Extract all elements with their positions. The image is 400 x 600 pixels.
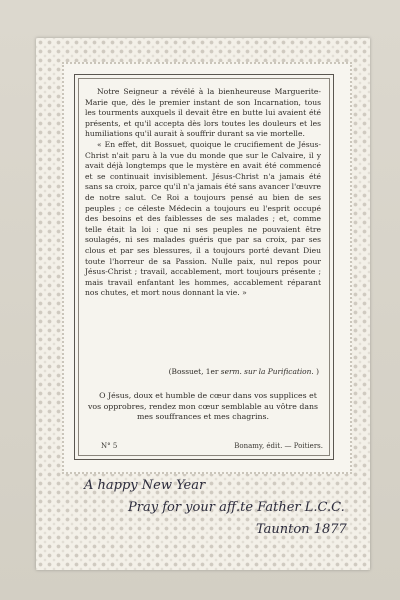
source-citation — [169, 367, 319, 376]
source-close: ) — [316, 367, 319, 376]
handwritten-dedication: Pray for your aff.te Father L.C.C. — [128, 500, 345, 515]
prayer-paragraph: O Jésus, doux et humble de cœur dans vos supplices et vos opprobres, rendez mon cœur semblable au vôtre dans mes souffrances et mes chagrins. — [88, 391, 318, 422]
card-number: N° 5 — [101, 442, 118, 450]
publisher-line: Bonamy, édit. — Poitiers. — [234, 442, 323, 450]
paragraph-bossuet-quote: « En effet, dit Bossuet, quoique le crucifiement de Jésus-Christ n'ait paru à la vue du monde que sur le Calvaire, il y avait déjà longtemps que le mystère en avait été commencé et se continuait invisiblement. Jésus-Christ n'a jamais été sans sa croix, parce qu'il n'a jamais été sans avancer l'œuvre de notre salut. Ce Roi a toujours pensé au bien de ses peuples ; ce céleste Médecin a toujours eu l'esprit occupé des besoins et des faiblesses de ses malades ; et, comme telle était la loi : que ni ses peuples ne pouvaient être soulagés, ni ses malades guéris que par sa croix, par ses clous et par ses blessures, il a toujours porté devant Dieu toute l'horreur de sa Passion. Nulle paix, nul repos pour Jésus-Christ ; travail, accablement, mort toujours présente ; mais travail enfantant les hommes, accablement réparant nos chutes, et mort nous donnant la vie. » — [85, 139, 321, 298]
source-work: serm. sur la Purification. — [220, 367, 314, 376]
handwritten-place-date: Taunton 1877 — [256, 522, 347, 537]
handwritten-greeting: A happy New Year — [84, 478, 206, 493]
main-text — [85, 87, 321, 299]
holy-card — [74, 74, 334, 460]
prayer-text — [85, 391, 321, 423]
paragraph-revelation: Notre Seigneur a révélé à la bienheureuse Marguerite-Marie que, dès le premier instant de son Incarnation, tous les tourments auxquels il devait être en butte lui avaient été présents, et qu'il accepta dès lors toutes les douleurs et les humiliations qu'il aurait à souffrir durant sa vie mortelle. — [85, 87, 321, 139]
source-author: (Bossuet, 1er — [168, 367, 219, 376]
